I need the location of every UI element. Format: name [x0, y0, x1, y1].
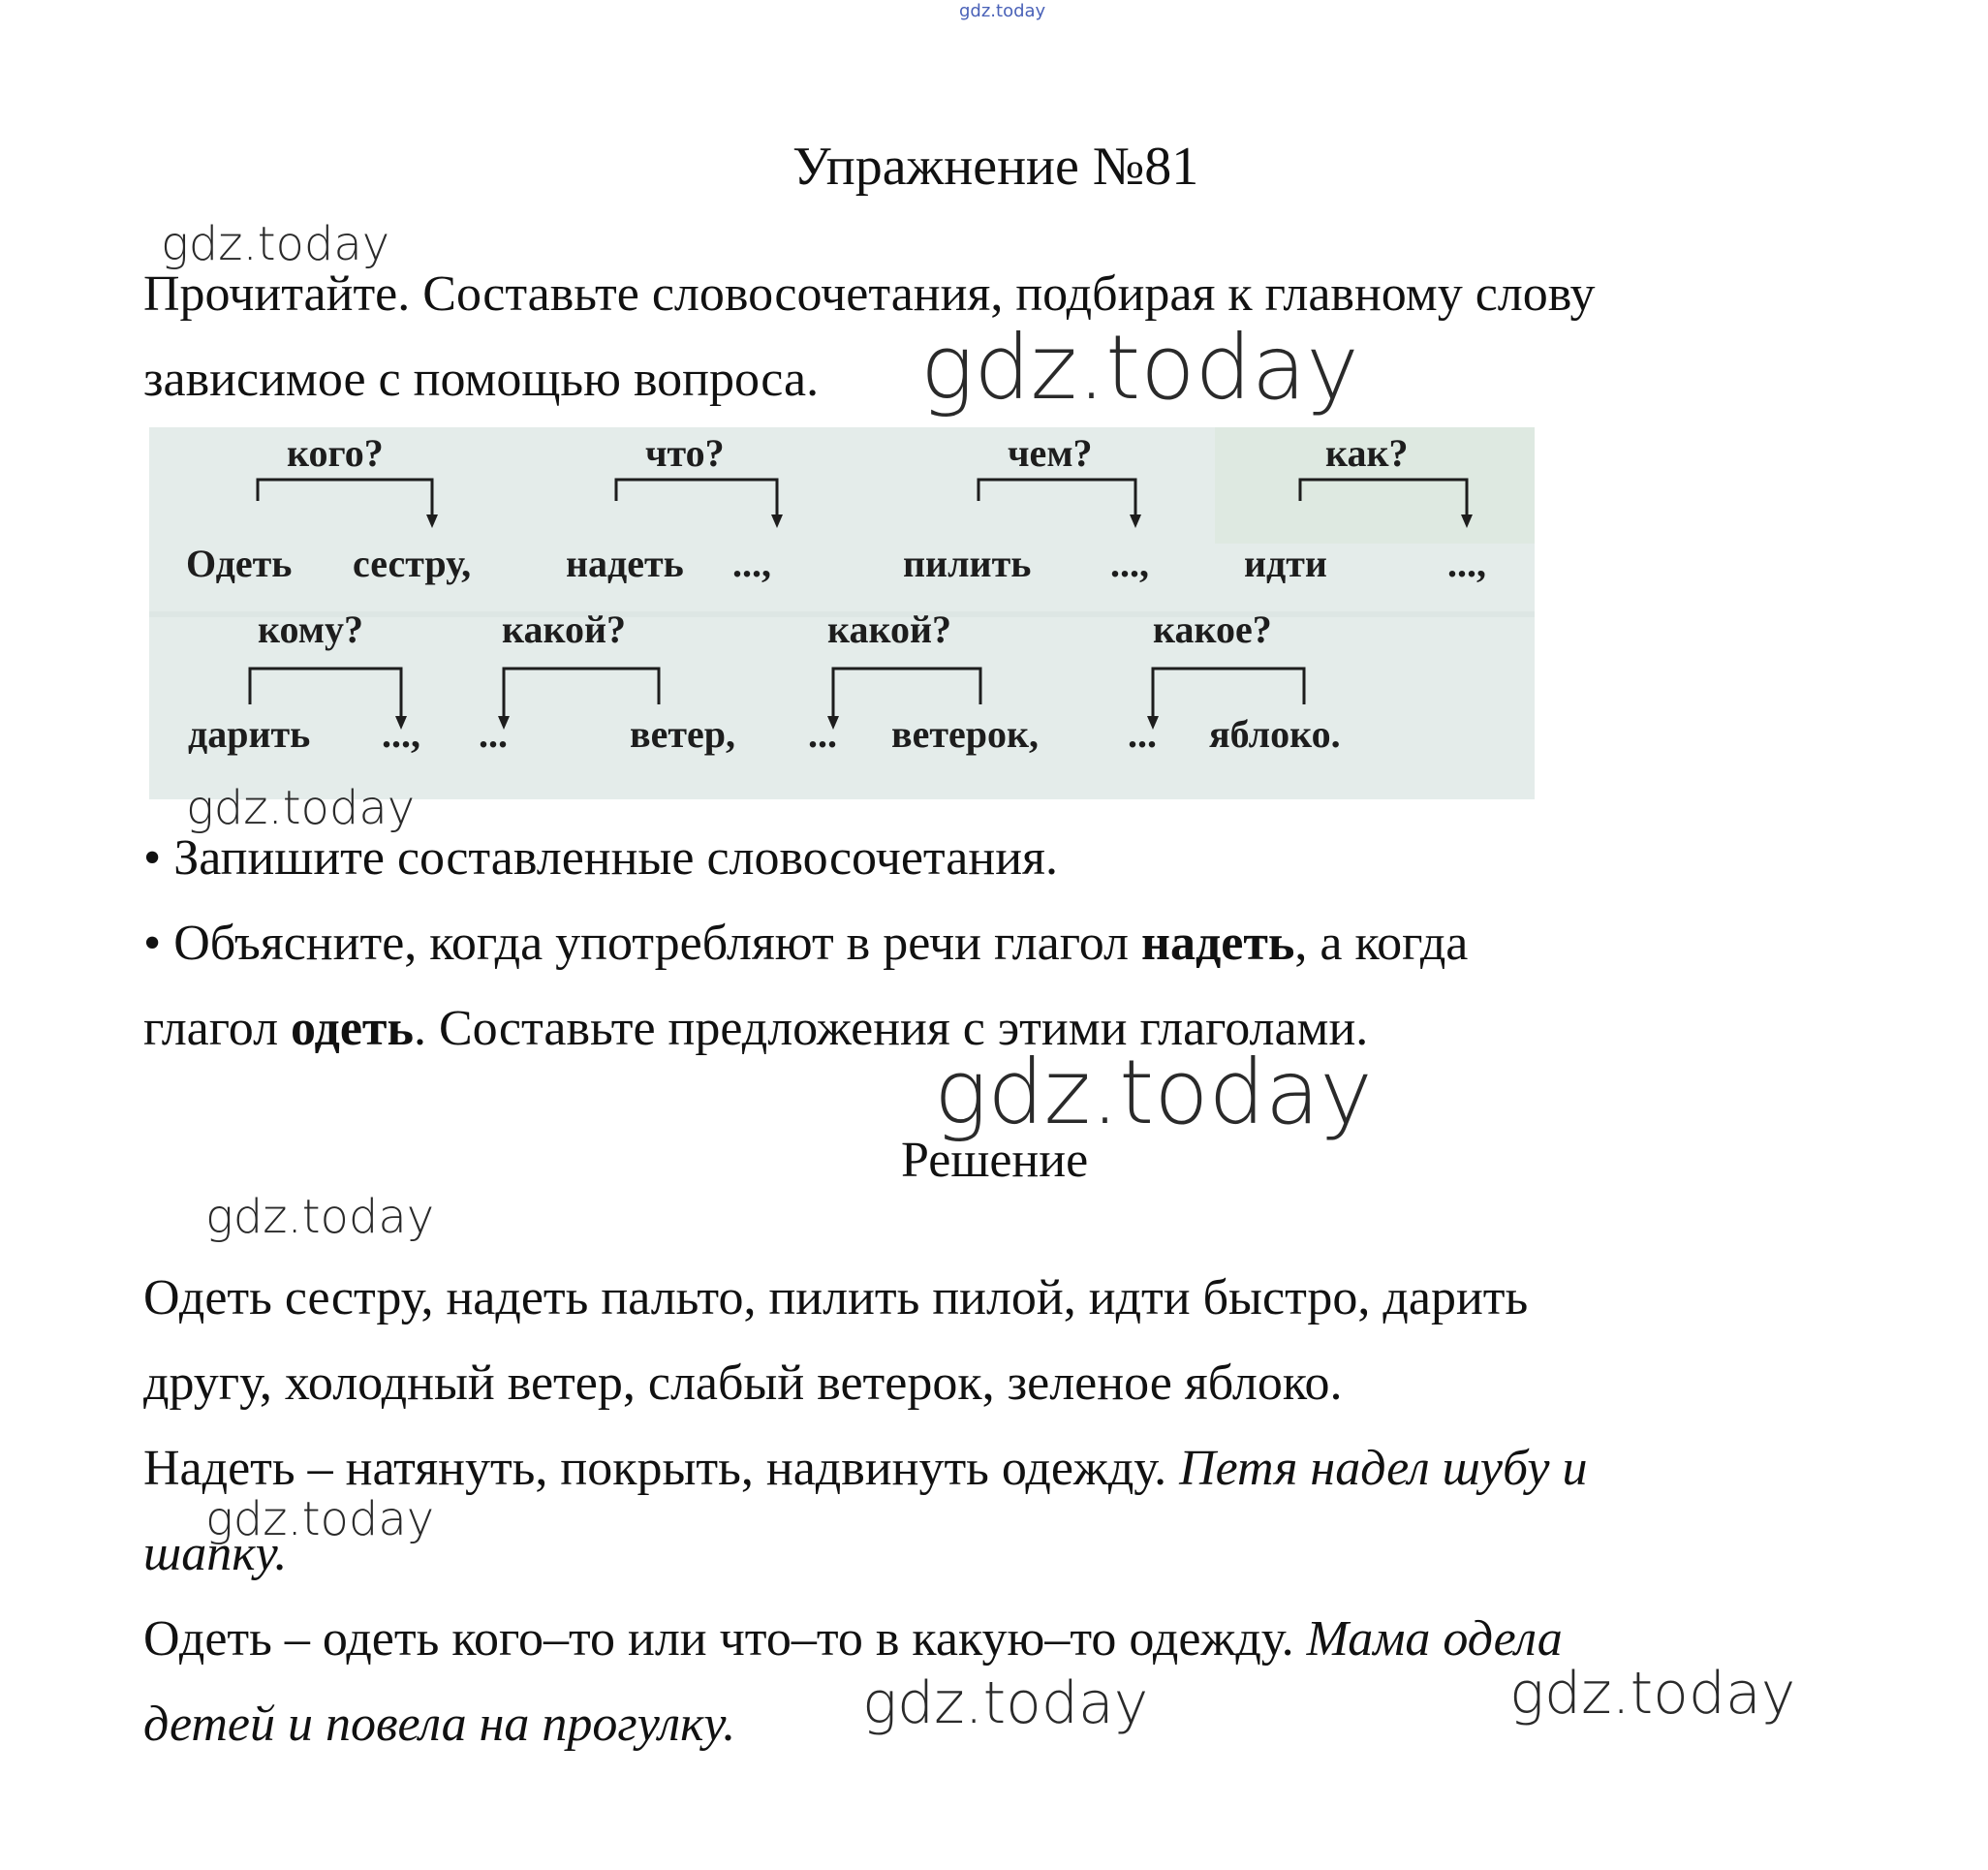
solution-line-2: другу, холодный ветер, слабый ветерок, зеленое яблоко.: [143, 1356, 1343, 1411]
bullet-1: • Запишите составленные словосочетания.: [143, 830, 1058, 886]
phrase-word: ...,: [732, 542, 771, 585]
watermark: gdz.today: [1509, 1660, 1796, 1728]
odet-example-end: детей и повела на прогулку.: [143, 1697, 736, 1752]
phrase-word: ...: [808, 712, 837, 756]
nadet-example: Петя надел шубу и: [1179, 1441, 1588, 1496]
watermark: gdz.today: [934, 1041, 1373, 1144]
solution-odet-line: [143, 1611, 1563, 1667]
question-label: какой?: [827, 608, 952, 651]
verb-odet: одеть: [291, 1001, 414, 1056]
phrase-word: идти: [1244, 542, 1327, 585]
bullet-3-text: глагол: [143, 1001, 292, 1056]
watermark: gdz.today: [186, 781, 416, 835]
page-title: Упражнение №81: [792, 137, 1199, 197]
phrase-word: Одеть: [186, 542, 293, 585]
question-label: что?: [645, 431, 725, 475]
nadet-definition: Надеть – натянуть, покрыть, надвинуть одежду.: [143, 1441, 1180, 1496]
watermark: gdz.today: [205, 1190, 435, 1244]
solution-nadet-line: [143, 1441, 1588, 1496]
question-label: чем?: [1008, 431, 1093, 475]
phrase-word: дарить: [188, 712, 311, 756]
phrase-word: ...,: [1110, 542, 1149, 585]
task-line-2: зависимое с помощью вопроса.: [143, 352, 820, 407]
question-label: кого?: [287, 431, 384, 475]
watermark: gdz.today: [862, 1669, 1149, 1737]
bullet-2-tail: , а когда: [1294, 916, 1469, 971]
solution-heading: Решение: [901, 1133, 1089, 1188]
solution-line-1: Одеть сестру, надеть пальто, пилить пилой, идти быстро, дарить: [143, 1270, 1529, 1325]
bullet-2: [143, 916, 1469, 971]
phrase-word: сестру,: [353, 542, 472, 585]
textbook-scan: [149, 427, 1535, 799]
phrase-diagram: [149, 427, 1535, 799]
watermark: gdz.today: [161, 217, 390, 271]
phrase-word: надеть: [566, 542, 684, 585]
phrase-word: пилить: [903, 542, 1032, 585]
verb-nadet: надеть: [1141, 916, 1295, 971]
question-label: как?: [1325, 431, 1409, 475]
phrase-word: ...: [479, 712, 508, 756]
watermark: gdz.today: [205, 1492, 435, 1546]
watermark: gdz.today: [920, 316, 1359, 420]
phrase-word: ...: [1128, 712, 1157, 756]
question-label: кому?: [258, 608, 364, 651]
odet-example: Мама одела: [1306, 1611, 1563, 1667]
bullet-2-text: • Объясните, когда употребляют в речи глагол: [143, 916, 1141, 971]
phrase-word: яблоко.: [1209, 712, 1341, 756]
phrase-word: ветерок,: [891, 712, 1040, 756]
watermark-top: gdz.today: [959, 1, 1046, 21]
phrase-word: ...,: [382, 712, 420, 756]
nadet-example-end: шапку.: [143, 1526, 288, 1581]
question-label: какой?: [502, 608, 627, 651]
bullet-3-tail: . Составьте предложения с этими глаголами.: [413, 1001, 1369, 1056]
question-label: какое?: [1153, 608, 1272, 651]
odet-definition: Одеть – одеть кого–то или что–то в какую–то одежду.: [143, 1611, 1307, 1667]
phrase-word: ...,: [1447, 542, 1486, 585]
solution-odet-line-2: [143, 1699, 735, 1750]
phrase-word: ветер,: [630, 712, 736, 756]
task-line-1: Прочитайте. Составьте словосочетания, подбирая к главному слову: [143, 266, 1596, 322]
